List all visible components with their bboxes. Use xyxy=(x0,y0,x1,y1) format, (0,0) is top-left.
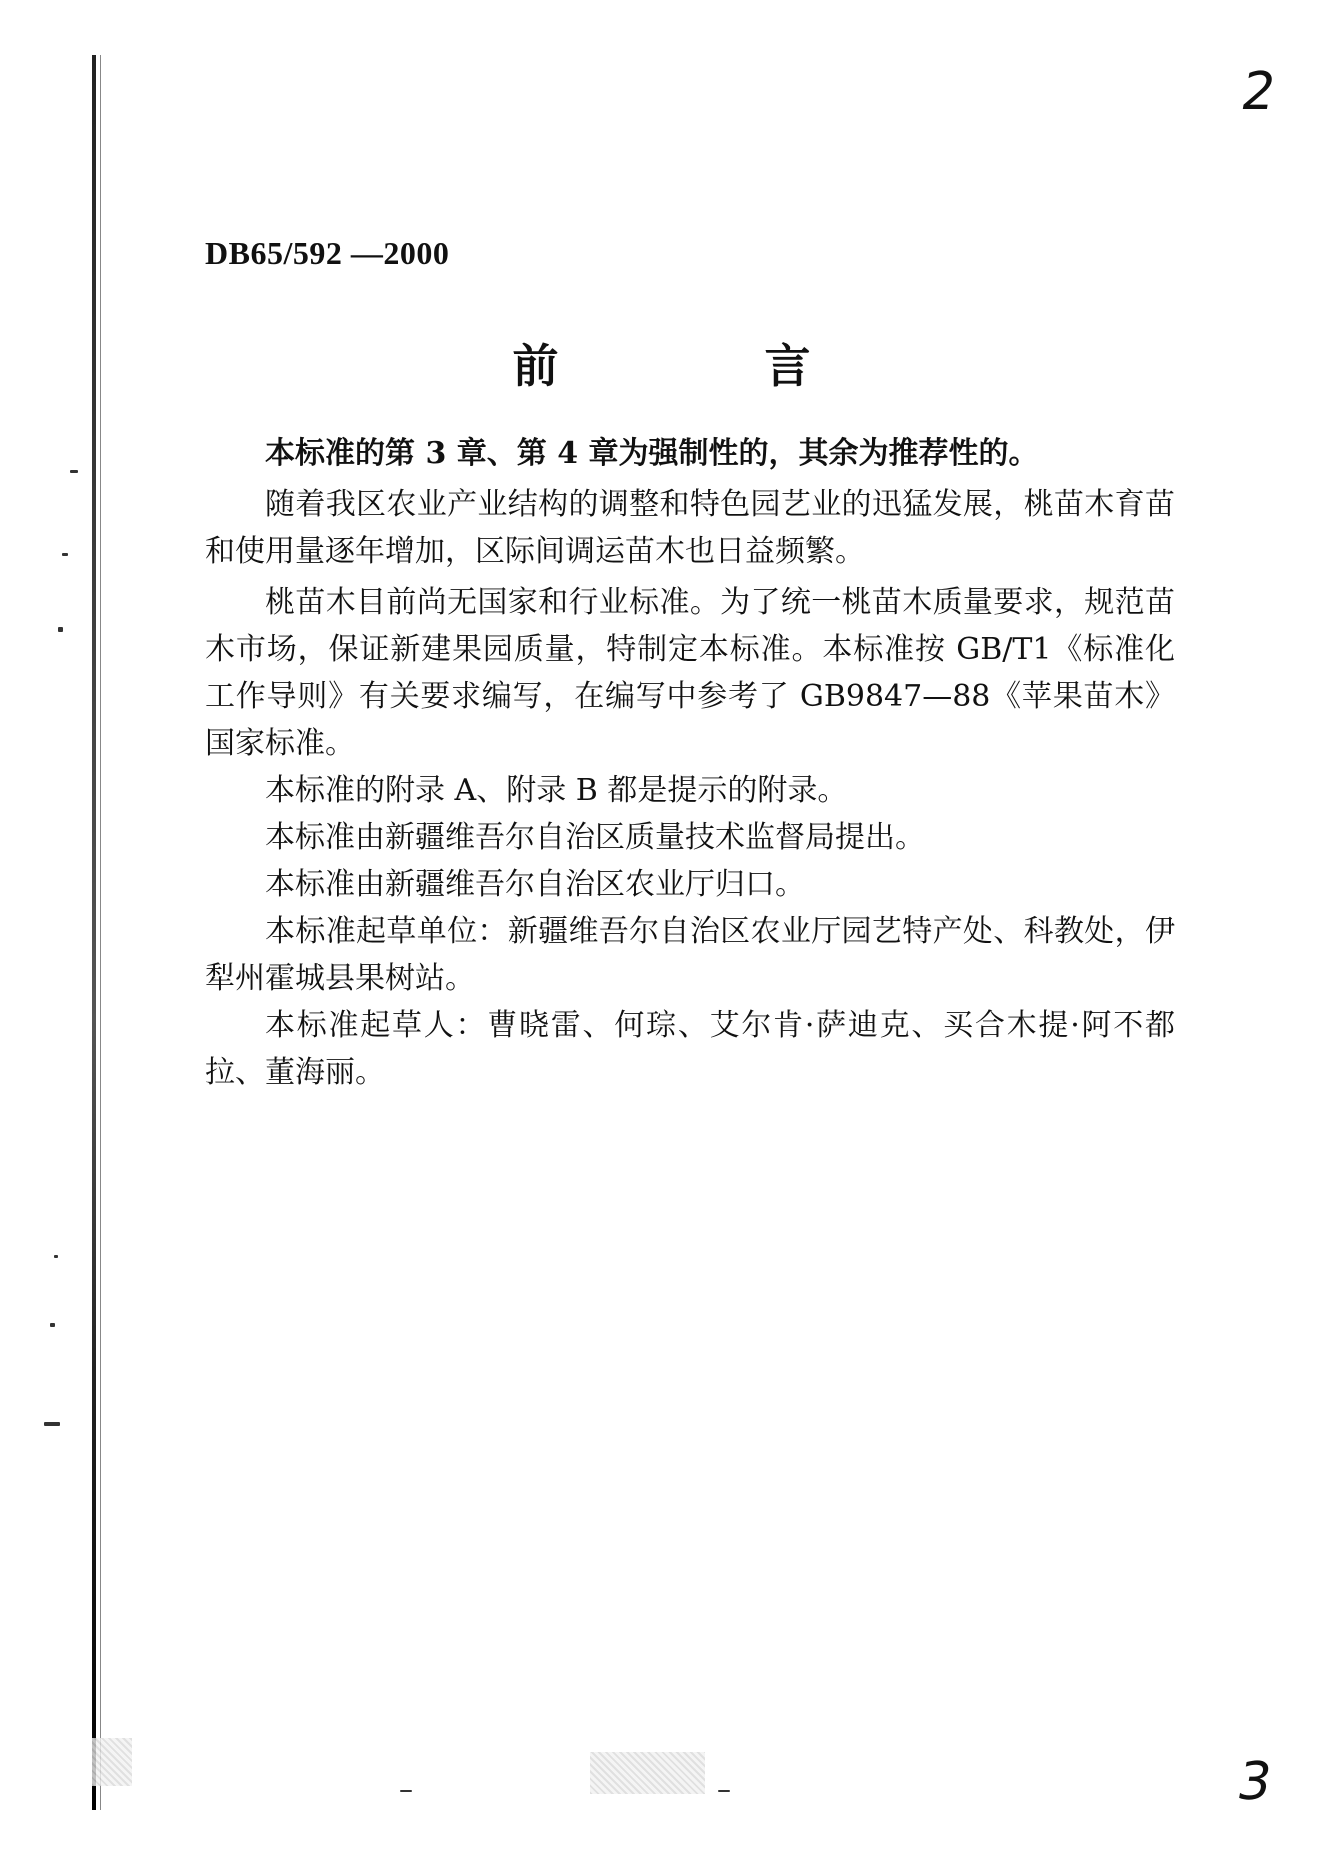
paragraph-mandatory-note: 本标准的第 3 章、第 4 章为强制性的，其余为推荐性的。 xyxy=(265,436,1039,471)
scan-noise-left xyxy=(92,1738,132,1786)
paragraph-appendix: 本标准的附录 A、附录 B 都是提示的附录。 xyxy=(265,773,848,808)
paragraph-purpose: 桃苗木目前尚无国家和行业标准。为了统一桃苗木质量要求，规范苗木市场，保证新建果园质量，特制定本标准。本标准按 GB/T1《标准化工作导则》有关要求编写，在编写中参考了 GB9847—88《苹果苗木》国家标准。 xyxy=(205,585,1175,761)
scan-speck xyxy=(62,553,68,556)
paragraph-administrator: 本标准由新疆维吾尔自治区农业厅归口。 xyxy=(265,867,805,902)
scan-speck xyxy=(718,1790,730,1792)
paragraph-proposer: 本标准由新疆维吾尔自治区质量技术监督局提出。 xyxy=(265,820,925,855)
binding-edge-line xyxy=(92,55,96,1810)
scan-speck xyxy=(44,1422,60,1426)
scan-speck xyxy=(50,1323,55,1327)
handwritten-page-number-top: 2 xyxy=(1236,62,1281,122)
scan-speck xyxy=(70,470,78,473)
binding-edge-line-thin xyxy=(100,55,101,1810)
paragraph-drafting-units: 本标准起草单位：新疆维吾尔自治区农业厅园艺特产处、科教处，伊犁州霍城县果树站。 xyxy=(205,914,1175,996)
foreword-body xyxy=(205,430,1175,1096)
scan-speck xyxy=(54,1255,58,1258)
standard-code: DB65/592 —2000 xyxy=(205,235,450,271)
scan-noise-bottom xyxy=(590,1752,705,1794)
page-title: 前 言 xyxy=(512,339,891,393)
scan-speck xyxy=(400,1790,412,1792)
handwritten-page-number-bottom: 3 xyxy=(1232,1752,1277,1812)
scan-speck xyxy=(58,627,63,632)
paragraph-drafters: 本标准起草人：曹晓雷、何琮、艾尔肯·萨迪克、买合木提·阿不都拉、董海丽。 xyxy=(205,1008,1175,1090)
paragraph-background: 随着我区农业产业结构的调整和特色园艺业的迅猛发展，桃苗木育苗和使用量逐年增加，区际间调运苗木也日益频繁。 xyxy=(205,487,1175,569)
